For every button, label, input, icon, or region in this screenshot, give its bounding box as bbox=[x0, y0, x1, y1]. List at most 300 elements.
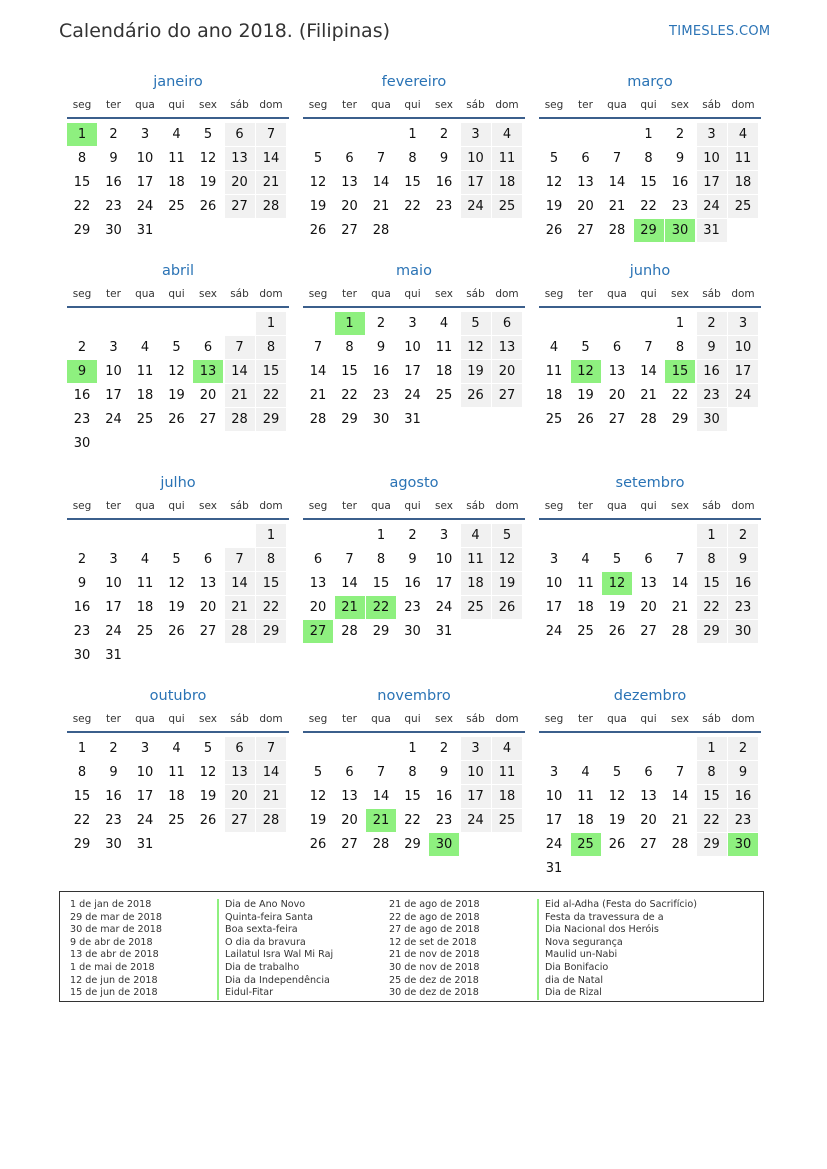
day-cell: 11 bbox=[492, 761, 522, 784]
day-cell: 23 bbox=[728, 596, 758, 619]
day-cell: 6 bbox=[644, 552, 653, 567]
day-cell: 19 bbox=[168, 388, 185, 403]
weekday-label: qua bbox=[607, 99, 627, 111]
legend-holiday-name: Dia Nacional dos Heróis bbox=[537, 924, 697, 937]
weekday-label: ter bbox=[106, 713, 121, 725]
day-cell: 5 bbox=[549, 151, 559, 166]
weekday-label: ter bbox=[342, 500, 357, 512]
header-divider bbox=[303, 731, 525, 733]
day-cell: 28 bbox=[256, 809, 286, 832]
day-cell: 10 bbox=[697, 147, 727, 170]
day-cell: 6 bbox=[345, 151, 354, 166]
day-cell: 7 bbox=[675, 552, 685, 567]
day-cell: 6 bbox=[225, 123, 255, 146]
day-cell: 11 bbox=[577, 789, 594, 804]
day-cell: 12 bbox=[309, 789, 327, 804]
brand-link[interactable]: TIMESLES.COM bbox=[669, 24, 771, 39]
weekday-label: seg bbox=[308, 99, 328, 111]
day-cell: 17 bbox=[404, 364, 421, 379]
weekday-label: qui bbox=[168, 713, 185, 725]
day-cell: 7 bbox=[376, 765, 386, 780]
header-divider bbox=[67, 518, 289, 520]
legend-holiday-name: Nova segurança bbox=[537, 937, 697, 950]
day-cell: 7 bbox=[225, 336, 255, 359]
day-cell: 23 bbox=[404, 600, 421, 615]
day-cell: 19 bbox=[199, 175, 217, 190]
day-cell: 20 bbox=[225, 171, 255, 194]
day-cell: 24 bbox=[728, 384, 758, 407]
legend-date: 30 de mar de 2018 bbox=[70, 924, 162, 936]
day-cell: 30 bbox=[728, 620, 758, 643]
legend-date: 1 de mai de 2018 bbox=[70, 961, 155, 973]
page-title: Calendário do ano 2018. (Filipinas) bbox=[59, 20, 391, 42]
day-cell: 4 bbox=[461, 524, 491, 547]
day-cell: 9 bbox=[675, 151, 685, 166]
day-cell: 26 bbox=[199, 813, 217, 828]
day-cell: 24 bbox=[136, 813, 154, 828]
day-cell: 26 bbox=[168, 412, 185, 427]
day-cell: 18 bbox=[168, 789, 185, 804]
weekday-label: dom bbox=[259, 288, 283, 300]
day-cell: 11 bbox=[545, 364, 563, 379]
day-cell: 13 bbox=[225, 147, 255, 170]
legend-holiday-name: Lailatul Isra Wal Mi Raj bbox=[217, 949, 333, 962]
day-cell: 22 bbox=[640, 199, 657, 214]
weekday-label: ter bbox=[106, 288, 121, 300]
day-cell: 29 bbox=[372, 624, 390, 639]
day-cell: 29 bbox=[404, 837, 421, 852]
weekday-label: sex bbox=[435, 713, 453, 725]
day-cell: 11 bbox=[435, 340, 453, 355]
day-cell: 15 bbox=[640, 175, 657, 190]
day-cell: 20 bbox=[341, 199, 358, 214]
day-cell: 11 bbox=[461, 548, 491, 571]
day-cell: 14 bbox=[225, 360, 255, 383]
day-cell: 4 bbox=[439, 316, 449, 331]
day-cell: 18 bbox=[492, 785, 522, 808]
day-cell: 19 bbox=[461, 360, 491, 383]
day-cell: 10 bbox=[461, 761, 491, 784]
day-cell: 4 bbox=[140, 552, 150, 567]
day-cell: 20 bbox=[640, 813, 657, 828]
weekday-label: sáb bbox=[702, 288, 721, 300]
legend-holiday-name: Eid al-Adha (Festa do Sacrifício) bbox=[537, 899, 697, 912]
day-cell: 9 bbox=[408, 552, 417, 567]
header-divider bbox=[303, 306, 525, 308]
weekday-label: sex bbox=[671, 288, 689, 300]
day-cell: 26 bbox=[608, 837, 626, 852]
day-cell: 21 bbox=[256, 785, 286, 808]
day-cell: 16 bbox=[728, 572, 758, 595]
weekday-label: seg bbox=[72, 500, 92, 512]
day-cell: 17 bbox=[136, 175, 154, 190]
day-cell: 22 bbox=[256, 384, 286, 407]
day-cell: 16 bbox=[671, 175, 689, 190]
day-cell: 9 bbox=[109, 151, 118, 166]
weekday-label: qua bbox=[607, 713, 627, 725]
day-cell: 1 bbox=[256, 312, 286, 335]
day-cell: 2 bbox=[408, 528, 417, 543]
day-cell: 16 bbox=[697, 360, 727, 383]
day-cell: 14 bbox=[309, 364, 327, 379]
weekday-header bbox=[303, 288, 525, 302]
weekday-label: sáb bbox=[466, 500, 485, 512]
month-name: dezembro bbox=[613, 688, 687, 704]
holiday-day-cell: 1 bbox=[67, 123, 97, 146]
day-cell: 30 bbox=[105, 837, 122, 852]
day-cell: 14 bbox=[671, 576, 689, 591]
header-divider bbox=[67, 117, 289, 119]
day-cell: 27 bbox=[492, 384, 522, 407]
weekday-label: sáb bbox=[702, 99, 721, 111]
weekday-label: seg bbox=[308, 288, 328, 300]
day-cell: 2 bbox=[109, 127, 118, 142]
day-cell: 8 bbox=[675, 340, 685, 355]
day-cell: 14 bbox=[608, 175, 626, 190]
day-cell: 4 bbox=[172, 127, 181, 142]
weekday-label: seg bbox=[544, 288, 564, 300]
day-cell: 5 bbox=[172, 340, 181, 355]
day-cell: 14 bbox=[225, 572, 255, 595]
day-cell: 12 bbox=[545, 175, 563, 190]
holiday-day-cell: 13 bbox=[193, 360, 223, 383]
day-cell: 4 bbox=[728, 123, 758, 146]
day-cell: 4 bbox=[172, 741, 181, 756]
day-cell: 15 bbox=[256, 360, 286, 383]
day-cell: 23 bbox=[372, 388, 390, 403]
day-cell: 12 bbox=[492, 548, 522, 571]
legend-date: 22 de ago de 2018 bbox=[389, 911, 480, 923]
holiday-day-cell: 12 bbox=[602, 572, 632, 595]
header-divider bbox=[303, 518, 525, 520]
weekday-label: qui bbox=[404, 713, 421, 725]
day-cell: 25 bbox=[577, 624, 594, 639]
day-cell: 8 bbox=[408, 151, 417, 166]
day-cell: 5 bbox=[203, 127, 213, 142]
day-cell: 28 bbox=[372, 223, 390, 238]
day-cell: 14 bbox=[372, 175, 390, 190]
legend-holiday-name: Eidul-Fitar bbox=[217, 987, 333, 1000]
month-name: março bbox=[627, 74, 673, 90]
weekday-header bbox=[67, 288, 289, 302]
legend-date: 12 de set de 2018 bbox=[389, 936, 477, 948]
day-cell: 24 bbox=[697, 195, 727, 218]
day-cell: 28 bbox=[372, 837, 390, 852]
holiday-day-cell: 29 bbox=[634, 219, 664, 242]
weekday-label: sex bbox=[199, 500, 217, 512]
day-cell: 20 bbox=[199, 388, 217, 403]
day-cell: 31 bbox=[545, 861, 563, 876]
day-cell: 28 bbox=[309, 412, 327, 427]
day-cell: 17 bbox=[105, 388, 122, 403]
header-divider bbox=[539, 518, 761, 520]
day-cell: 6 bbox=[581, 151, 590, 166]
day-cell: 18 bbox=[728, 171, 758, 194]
weekday-label: dom bbox=[259, 713, 283, 725]
day-cell: 15 bbox=[73, 175, 91, 190]
day-cell: 31 bbox=[697, 219, 727, 242]
day-cell: 7 bbox=[644, 340, 653, 355]
legend-holiday-name: Quinta-feira Santa bbox=[217, 912, 333, 925]
day-cell: 5 bbox=[612, 552, 622, 567]
day-cell: 28 bbox=[225, 408, 255, 431]
day-cell: 22 bbox=[697, 809, 727, 832]
weekday-label: ter bbox=[578, 500, 593, 512]
weekday-label: dom bbox=[731, 713, 755, 725]
day-cell: 1 bbox=[644, 127, 653, 142]
day-cell: 18 bbox=[168, 175, 185, 190]
day-cell: 17 bbox=[728, 360, 758, 383]
day-cell: 27 bbox=[199, 412, 217, 427]
day-cell: 7 bbox=[256, 737, 286, 760]
weekday-label: qui bbox=[404, 99, 421, 111]
day-cell: 16 bbox=[435, 175, 453, 190]
day-cell: 2 bbox=[728, 524, 758, 547]
weekday-label: qua bbox=[371, 713, 391, 725]
weekday-label: sex bbox=[671, 99, 689, 111]
day-cell: 8 bbox=[644, 151, 653, 166]
day-cell: 27 bbox=[341, 837, 358, 852]
day-cell: 3 bbox=[697, 123, 727, 146]
day-cell: 27 bbox=[640, 624, 657, 639]
weekday-label: ter bbox=[106, 99, 121, 111]
weekday-label: qui bbox=[640, 99, 657, 111]
day-cell: 22 bbox=[341, 388, 358, 403]
day-cell: 13 bbox=[225, 761, 255, 784]
day-cell: 23 bbox=[435, 199, 453, 214]
day-cell: 26 bbox=[492, 596, 522, 619]
day-cell: 27 bbox=[577, 223, 594, 238]
day-cell: 6 bbox=[203, 552, 213, 567]
day-cell: 9 bbox=[109, 765, 118, 780]
day-cell: 2 bbox=[697, 312, 727, 335]
day-cell: 2 bbox=[439, 741, 449, 756]
weekday-label: sex bbox=[435, 288, 453, 300]
day-cell: 23 bbox=[671, 199, 689, 214]
weekday-label: qui bbox=[168, 99, 185, 111]
legend-date: 21 de ago de 2018 bbox=[389, 899, 480, 910]
day-cell: 28 bbox=[671, 837, 689, 852]
day-cell: 14 bbox=[640, 364, 657, 379]
day-cell: 3 bbox=[109, 552, 118, 567]
day-cell: 4 bbox=[492, 737, 522, 760]
day-cell: 3 bbox=[549, 552, 559, 567]
weekday-label: ter bbox=[578, 99, 593, 111]
weekday-label: sex bbox=[435, 500, 453, 512]
day-cell: 11 bbox=[577, 576, 594, 591]
legend-holiday-name: Maulid un-Nabi bbox=[537, 949, 697, 962]
day-cell: 5 bbox=[461, 312, 491, 335]
weekday-label: qui bbox=[168, 288, 185, 300]
day-cell: 26 bbox=[168, 624, 185, 639]
day-cell: 1 bbox=[408, 127, 417, 142]
day-cell: 20 bbox=[199, 600, 217, 615]
weekday-header bbox=[67, 713, 289, 727]
day-cell: 10 bbox=[545, 789, 563, 804]
day-cell: 30 bbox=[105, 223, 122, 238]
day-cell: 10 bbox=[404, 340, 421, 355]
day-cell: 6 bbox=[313, 552, 323, 567]
legend-holiday-name: Dia Bonifacio bbox=[537, 962, 697, 975]
holiday-day-cell: 21 bbox=[335, 596, 365, 619]
legend-date: 15 de jun de 2018 bbox=[70, 987, 158, 999]
day-cell: 2 bbox=[77, 552, 87, 567]
day-cell: 27 bbox=[640, 837, 657, 852]
weekday-label: sex bbox=[671, 500, 689, 512]
day-cell: 24 bbox=[545, 837, 563, 852]
day-cell: 30 bbox=[73, 648, 91, 663]
day-cell: 26 bbox=[309, 837, 327, 852]
day-cell: 15 bbox=[372, 576, 390, 591]
day-cell: 10 bbox=[435, 552, 453, 567]
day-cell: 27 bbox=[341, 223, 358, 238]
day-cell: 11 bbox=[492, 147, 522, 170]
day-cell: 29 bbox=[341, 412, 358, 427]
weekday-label: sex bbox=[199, 99, 217, 111]
day-cell: 11 bbox=[136, 576, 154, 591]
day-cell: 12 bbox=[199, 765, 217, 780]
holiday-day-cell: 25 bbox=[571, 833, 601, 856]
day-cell: 14 bbox=[372, 789, 390, 804]
day-cell: 26 bbox=[577, 412, 594, 427]
weekday-label: qua bbox=[371, 99, 391, 111]
weekday-label: seg bbox=[72, 713, 92, 725]
weekday-header bbox=[303, 713, 525, 727]
day-cell: 10 bbox=[461, 147, 491, 170]
weekday-label: sáb bbox=[230, 500, 249, 512]
day-cell: 21 bbox=[225, 596, 255, 619]
day-cell: 18 bbox=[435, 364, 453, 379]
legend-holiday-name: dia de Natal bbox=[537, 975, 697, 988]
day-cell: 17 bbox=[105, 600, 122, 615]
weekday-label: ter bbox=[342, 713, 357, 725]
day-cell: 22 bbox=[404, 199, 421, 214]
weekday-label: seg bbox=[544, 713, 564, 725]
weekday-label: sex bbox=[435, 99, 453, 111]
day-cell: 1 bbox=[697, 524, 727, 547]
day-cell: 3 bbox=[461, 123, 491, 146]
day-cell: 6 bbox=[203, 340, 213, 355]
legend-names-col-2 bbox=[537, 899, 697, 1000]
day-cell: 17 bbox=[435, 576, 453, 591]
day-cell: 15 bbox=[404, 789, 421, 804]
weekday-label: ter bbox=[578, 713, 593, 725]
day-cell: 24 bbox=[461, 809, 491, 832]
day-cell: 2 bbox=[376, 316, 386, 331]
day-cell: 8 bbox=[77, 765, 87, 780]
day-cell: 29 bbox=[73, 223, 91, 238]
weekday-label: seg bbox=[308, 713, 328, 725]
day-cell: 10 bbox=[545, 576, 563, 591]
month-name: agosto bbox=[389, 475, 439, 491]
weekday-label: sáb bbox=[466, 713, 485, 725]
day-cell: 20 bbox=[225, 785, 255, 808]
day-cell: 25 bbox=[136, 412, 154, 427]
holiday-day-cell: 30 bbox=[728, 833, 758, 856]
day-cell: 3 bbox=[549, 765, 559, 780]
day-cell: 28 bbox=[640, 412, 657, 427]
day-cell: 24 bbox=[545, 624, 563, 639]
day-cell: 8 bbox=[345, 340, 354, 355]
day-cell: 24 bbox=[435, 600, 453, 615]
day-cell: 3 bbox=[439, 528, 449, 543]
day-cell: 26 bbox=[309, 223, 327, 238]
weekday-header bbox=[303, 500, 525, 514]
day-cell: 17 bbox=[136, 789, 154, 804]
day-cell: 22 bbox=[404, 813, 421, 828]
weekday-label: qua bbox=[135, 99, 155, 111]
header-divider bbox=[539, 731, 761, 733]
day-cell: 12 bbox=[168, 364, 185, 379]
day-cell: 5 bbox=[203, 741, 213, 756]
day-cell: 21 bbox=[671, 600, 689, 615]
day-cell: 4 bbox=[492, 123, 522, 146]
day-cell: 22 bbox=[73, 199, 91, 214]
day-cell: 13 bbox=[341, 789, 358, 804]
day-cell: 19 bbox=[199, 789, 217, 804]
day-cell: 10 bbox=[728, 336, 758, 359]
day-cell: 21 bbox=[671, 813, 689, 828]
day-cell: 23 bbox=[105, 813, 122, 828]
holiday-day-cell: 12 bbox=[571, 360, 601, 383]
day-cell: 7 bbox=[376, 151, 386, 166]
weekday-label: seg bbox=[72, 99, 92, 111]
day-cell: 29 bbox=[73, 837, 91, 852]
day-cell: 29 bbox=[256, 408, 286, 431]
day-cell: 1 bbox=[256, 524, 286, 547]
legend-date: 25 de dez de 2018 bbox=[389, 974, 479, 986]
holiday-day-cell: 27 bbox=[303, 620, 333, 643]
weekday-label: qui bbox=[640, 288, 657, 300]
day-cell: 16 bbox=[728, 785, 758, 808]
weekday-label: ter bbox=[106, 500, 121, 512]
legend-date: 13 de abr de 2018 bbox=[70, 949, 159, 961]
day-cell: 5 bbox=[612, 765, 622, 780]
day-cell: 13 bbox=[309, 576, 327, 591]
day-cell: 18 bbox=[545, 388, 563, 403]
day-cell: 24 bbox=[136, 199, 154, 214]
day-cell: 8 bbox=[77, 151, 87, 166]
day-cell: 21 bbox=[608, 199, 626, 214]
legend-holiday-name: Dia de Rizal bbox=[537, 987, 697, 1000]
day-cell: 28 bbox=[225, 620, 255, 643]
weekday-header bbox=[539, 500, 761, 514]
month-name: julho bbox=[160, 475, 196, 491]
day-cell: 31 bbox=[105, 648, 122, 663]
day-cell: 9 bbox=[697, 336, 727, 359]
month-name: maio bbox=[396, 263, 432, 279]
day-cell: 16 bbox=[73, 600, 91, 615]
legend-holiday-name: Dia de trabalho bbox=[217, 962, 333, 975]
weekday-label: dom bbox=[731, 99, 755, 111]
day-cell: 3 bbox=[140, 741, 150, 756]
day-cell: 3 bbox=[140, 127, 150, 142]
weekday-label: qua bbox=[371, 288, 391, 300]
day-cell: 6 bbox=[225, 737, 255, 760]
day-cell: 14 bbox=[341, 576, 358, 591]
day-cell: 7 bbox=[256, 123, 286, 146]
day-cell: 3 bbox=[109, 340, 118, 355]
legend-holiday-name: Dia da Independência bbox=[217, 975, 333, 988]
day-cell: 18 bbox=[136, 388, 154, 403]
weekday-label: dom bbox=[495, 99, 519, 111]
day-cell: 19 bbox=[608, 600, 626, 615]
day-cell: 8 bbox=[256, 548, 286, 571]
day-cell: 12 bbox=[309, 175, 327, 190]
day-cell: 13 bbox=[640, 789, 657, 804]
weekday-label: ter bbox=[342, 99, 357, 111]
day-cell: 19 bbox=[309, 199, 327, 214]
